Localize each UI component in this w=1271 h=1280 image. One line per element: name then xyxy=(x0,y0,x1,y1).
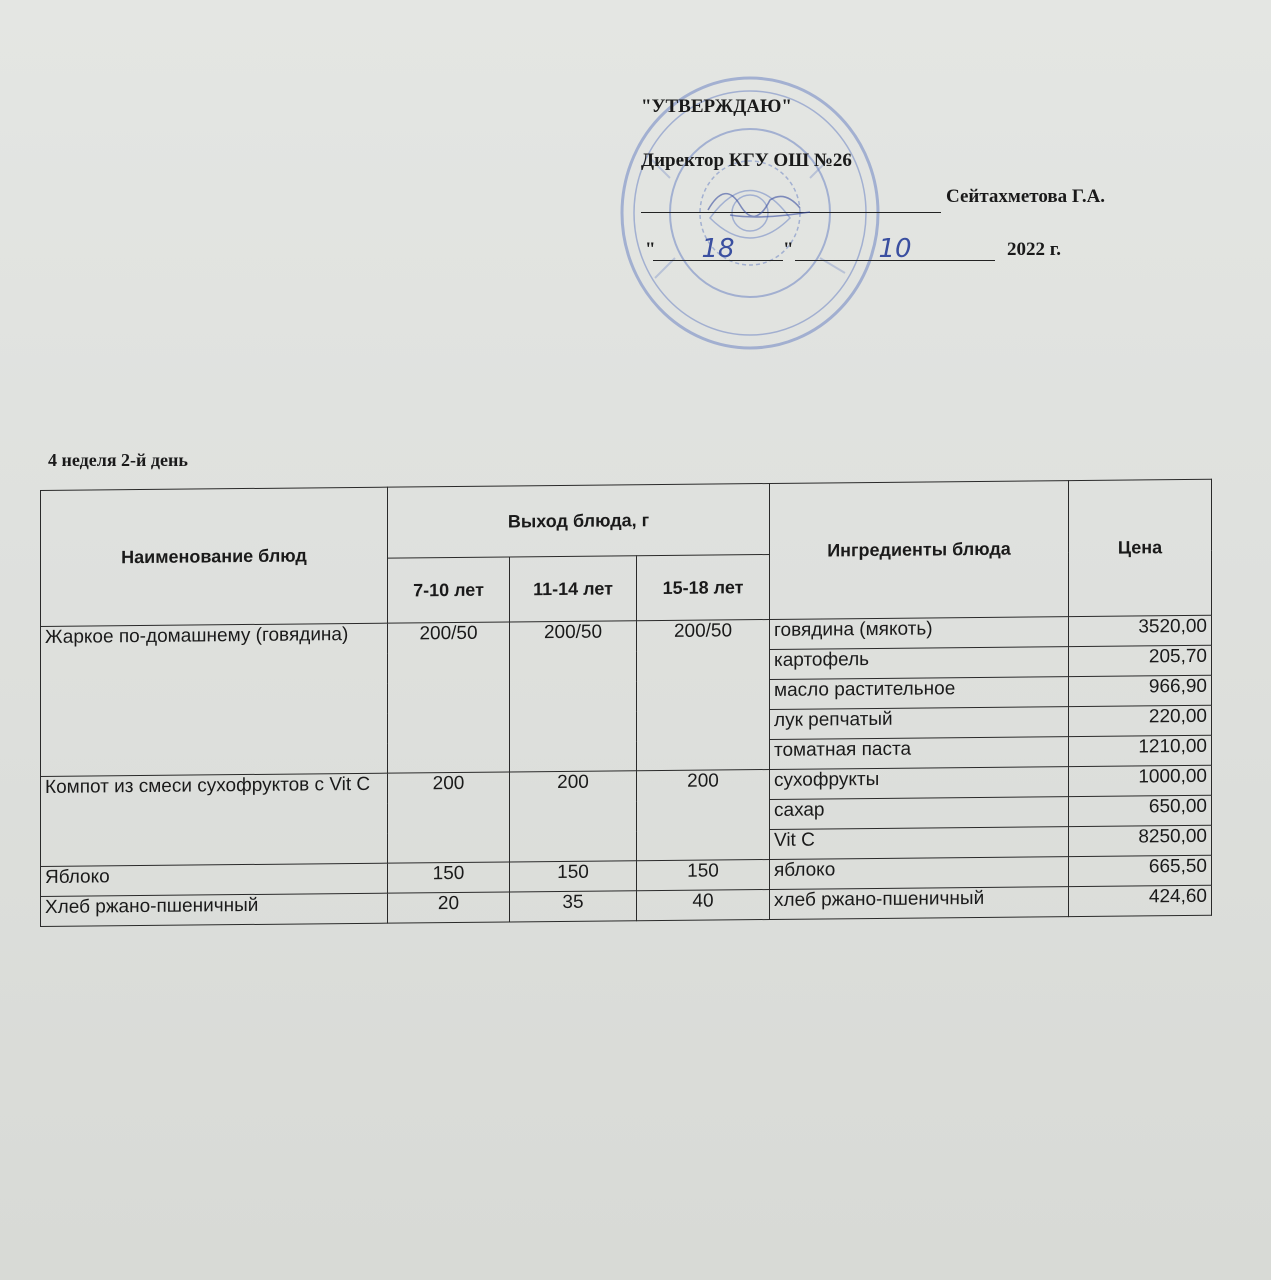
header-ingredients: Ингредиенты блюда xyxy=(770,481,1069,620)
ingredient-price: 966,90 xyxy=(1069,675,1212,706)
ingredient-name: масло растительное xyxy=(770,677,1069,710)
dish-output-15-18: 40 xyxy=(637,889,770,920)
dish-output-7-10: 200 xyxy=(388,772,510,863)
ingredient-name: сухофрукты xyxy=(770,767,1069,800)
ingredient-name: яблоко xyxy=(770,857,1069,890)
date-year: 2022 г. xyxy=(1007,239,1061,260)
header-price: Цена xyxy=(1069,479,1212,616)
handwritten-signature xyxy=(700,170,820,230)
ingredient-name: томатная паста xyxy=(770,737,1069,770)
dish-output-7-10: 20 xyxy=(388,892,510,923)
ingredient-name: лук репчатый xyxy=(770,707,1069,740)
ingredient-price: 665,50 xyxy=(1069,855,1212,886)
approval-date xyxy=(645,234,1061,264)
ingredient-price: 650,00 xyxy=(1069,795,1212,826)
ingredient-name: говядина (мякоть) xyxy=(770,617,1069,650)
ingredient-price: 8250,00 xyxy=(1069,825,1212,856)
ingredient-price: 220,00 xyxy=(1069,705,1212,736)
date-month: 10 xyxy=(795,238,995,261)
date-quote-close: " xyxy=(783,239,794,260)
header-dish-name: Наименование блюд xyxy=(41,487,388,626)
dish-output-15-18: 150 xyxy=(637,859,770,890)
menu-table xyxy=(40,479,1212,927)
approval-title: "УТВЕРЖДАЮ" xyxy=(641,96,792,117)
ingredient-name: картофель xyxy=(770,647,1069,680)
ingredient-name: Vit C xyxy=(770,827,1069,860)
ingredient-name: хлеб ржано-пшеничный xyxy=(770,887,1069,920)
header-age-7-10: 7-10 лет xyxy=(388,557,510,623)
ingredient-name: сахар xyxy=(770,797,1069,830)
week-day-label: 4 неделя 2-й день xyxy=(48,450,188,470)
dish-output-11-14: 150 xyxy=(510,861,637,892)
date-quote-open: " xyxy=(645,239,656,260)
ingredient-price: 3520,00 xyxy=(1069,615,1212,646)
dish-output-11-14: 200 xyxy=(510,771,637,862)
ingredient-price: 424,60 xyxy=(1069,885,1212,916)
dish-name: Компот из смеси сухофруктов с Vit C xyxy=(41,773,388,866)
dish-name: Яблоко xyxy=(41,863,388,896)
dish-name: Жаркое по-домашнему (говядина) xyxy=(41,623,388,776)
dish-output-7-10: 200/50 xyxy=(388,622,510,773)
dish-output-15-18: 200 xyxy=(637,769,770,860)
header-output: Выход блюда, г xyxy=(388,483,770,558)
dish-output-11-14: 200/50 xyxy=(510,621,637,772)
ingredient-price: 1210,00 xyxy=(1069,735,1212,766)
approval-director: Директор КГУ ОШ №26 xyxy=(641,150,852,171)
dish-output-15-18: 200/50 xyxy=(637,619,770,770)
date-day: 18 xyxy=(653,238,783,261)
header-age-15-18: 15-18 лет xyxy=(637,554,770,620)
ingredient-price: 205,70 xyxy=(1069,645,1212,676)
director-name: Сейтахметова Г.А. xyxy=(946,186,1106,207)
dish-name: Хлеб ржано-пшеничный xyxy=(41,893,388,926)
dish-output-7-10: 150 xyxy=(388,862,510,893)
dish-output-11-14: 35 xyxy=(510,891,637,922)
ingredient-price: 1000,00 xyxy=(1069,765,1212,796)
header-age-11-14: 11-14 лет xyxy=(510,556,637,622)
